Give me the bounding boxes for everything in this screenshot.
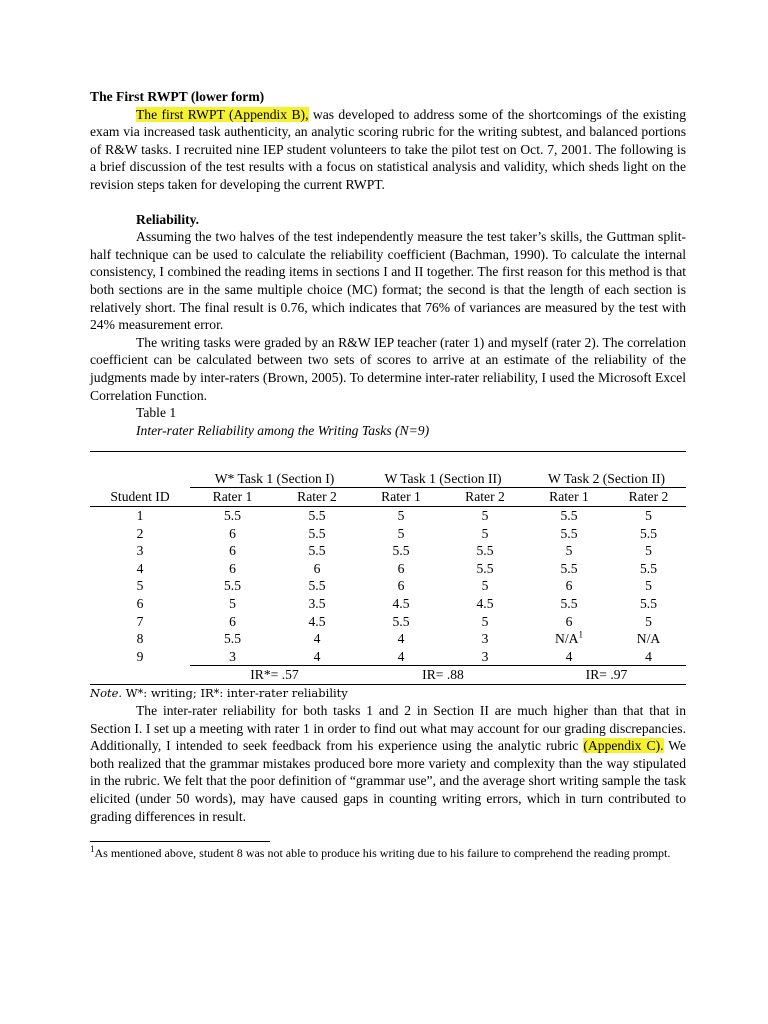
- cell: 6: [229, 543, 236, 559]
- cell: 4: [136, 560, 144, 576]
- cell: 1: [136, 508, 144, 524]
- rater-header: Rater 2: [611, 488, 686, 507]
- cell: 5.5: [308, 508, 326, 524]
- group-header: W* Task 1 (Section I): [190, 470, 359, 488]
- paragraph-raters: The writing tasks were graded by an R&W IEP teacher (rater 1) and myself (rater 2). The correlation coefficient can be calculated between two sets of scores to arrive at an estimate of the reliability of the judgments made by inter-raters (Brown, 2005). To determine inter-rater reliability, I used the Microsoft Excel Correlation Function.: [90, 334, 686, 403]
- cell: 4.5: [392, 596, 410, 612]
- table-row: [90, 630, 686, 648]
- cell: 5: [565, 543, 573, 559]
- cell: 6: [229, 560, 236, 576]
- cell: 6: [397, 560, 405, 576]
- cell: 6: [565, 578, 573, 594]
- group-header: W Task 1 (Section II): [359, 470, 527, 488]
- cell: 5.5: [308, 578, 326, 594]
- cell: 4: [313, 631, 321, 647]
- ir-value: IR= .97: [527, 666, 686, 685]
- table-row: [90, 560, 686, 578]
- table-group-header-row: [90, 470, 686, 488]
- cell: 5.5: [640, 525, 657, 541]
- group-header: W Task 2 (Section II): [527, 470, 686, 488]
- highlight-appendix-c: (Appendix C).: [583, 738, 664, 754]
- paragraph-intro: The first RWPT (Appendix B), was developed to address some of the shortcomings of the existing exam via increased task authenticity, an analytic scoring rubric for the writing subtest, and balanced portions of R&W tasks. I recruited nine IEP student volunteers to take the pilot test on Oct. 7, 2001. The following is a brief discussion of the test results with a focus on statistical analysis and validity, which sheds light on the revision steps taken for developing the current RWPT.: [90, 106, 686, 192]
- cell: 8: [136, 631, 144, 647]
- cell: 6: [229, 525, 236, 541]
- cell: 5: [229, 596, 236, 612]
- cell: 5.5: [392, 543, 410, 559]
- cell: 5.5: [560, 560, 578, 576]
- table-row: [90, 542, 686, 560]
- footnote: $^1$As mentioned above, student 8 was not able to produce his writing due to his failure to comprehend the reading prompt.: [90, 844, 671, 861]
- reliability-table: [90, 451, 686, 685]
- cell: 3: [481, 648, 489, 664]
- cell: 5.5: [308, 543, 326, 559]
- rater-header: Rater 1: [527, 488, 611, 507]
- cell: 5: [481, 613, 489, 629]
- cell: 5.5: [476, 543, 494, 559]
- document-page: [90, 88, 686, 862]
- cell: 5.5: [392, 613, 410, 629]
- table-caption: Inter-rater Reliability among the Writing Tasks (N=9): [136, 422, 430, 438]
- table-row: [90, 613, 686, 631]
- cell: 2: [136, 525, 144, 541]
- rater-header: Rater 1: [190, 488, 275, 507]
- cell: 5: [645, 613, 652, 629]
- cell: 4: [313, 648, 321, 664]
- table-label: Table 1: [136, 405, 177, 421]
- rater-header: Rater 2: [275, 488, 359, 507]
- section-title: The First RWPT (lower form): [90, 89, 265, 104]
- cell: 5.5: [560, 525, 578, 541]
- cell: 6: [229, 613, 236, 629]
- footnote-ref: 1: [578, 629, 583, 640]
- cell: 5.5: [560, 596, 578, 612]
- cell: 7: [136, 613, 144, 629]
- cell: 4: [645, 648, 652, 664]
- cell: 5: [481, 525, 489, 541]
- cell: 5.5: [640, 560, 657, 576]
- cell: [527, 630, 611, 648]
- cell: 5: [136, 578, 144, 594]
- ir-value: IR= .88: [359, 666, 527, 685]
- cell: 5.5: [224, 578, 241, 594]
- cell: 5: [645, 543, 652, 559]
- cell: 4: [565, 648, 573, 664]
- highlight-appendix-b: The first RWPT (Appendix B),: [136, 106, 309, 122]
- cell: 6: [565, 613, 573, 629]
- reliability-heading: Reliability.: [136, 211, 200, 227]
- rater-header: Rater 2: [443, 488, 527, 507]
- cell: 5: [481, 508, 489, 524]
- table-row: [90, 648, 686, 666]
- cell: 5: [645, 508, 652, 524]
- cell: N/A: [636, 631, 661, 647]
- rater-header: Rater 1: [359, 488, 443, 507]
- cell: 5: [397, 525, 405, 541]
- cell: 5: [397, 508, 405, 524]
- cell: 3: [481, 631, 489, 647]
- cell: 5.5: [560, 508, 578, 524]
- table-note: Note. W*: writing; IR*: inter-rater reliability: [90, 686, 348, 700]
- footnote-divider: [90, 841, 270, 842]
- table-row: [90, 507, 686, 525]
- table-row: [90, 577, 686, 595]
- ir-row: [90, 666, 686, 685]
- cell: 6: [397, 578, 405, 594]
- cell: 4: [397, 648, 405, 664]
- paragraph-discussion: The inter-rater reliability for both tasks 1 and 2 in Section II are much higher than that that in Section I. I set up a meeting with rater 1 in order to find out what may account for our grading discrepancies. Additionally, I intended to seek feedback from his experience using the analytic rubric (Appendix C). We both realized that the grammar mistakes produced bore more variety and complexity than the way stipulated in the rubric. We felt that the poor definition of “grammar use”, and the average short writing sample the task elicited (under 50 words), may have caused gaps in counting writing errors, which in turn contributed to grading differences in result.: [90, 703, 686, 824]
- cell: 5: [481, 578, 489, 594]
- cell: 9: [136, 649, 144, 665]
- cell: 5.5: [640, 596, 657, 612]
- cell: 3: [229, 648, 236, 664]
- cell: 5.5: [224, 631, 241, 647]
- cell: 4.5: [308, 613, 326, 629]
- cell: 4.5: [476, 596, 494, 612]
- table-row: [90, 595, 686, 613]
- ir-value: IR*= .57: [190, 666, 359, 685]
- cell: 6: [136, 596, 144, 612]
- cell: 3.5: [308, 596, 326, 612]
- cell: 5.5: [308, 525, 326, 541]
- cell-value: N/A: [555, 631, 579, 647]
- student-id-header: Student ID: [90, 488, 190, 507]
- paragraph-reliability: Assuming the two halves of the test independently measure the test taker’s skills, the Guttman split-half technique can be used to calculate the reliability coefficient (Bachman, 1990). To calculate the internal consistency, I combined the reading items in sections I and II together. The first reason for this method is that both sections are in the same multiple choice (MC) format; the second is that the length of each section is relatively short. The final result is 0.76, which indicates that 76% of variances are measured by the test with 24% measurement error.: [90, 229, 686, 333]
- cell: 6: [313, 560, 321, 576]
- table-rater-header-row: [90, 488, 686, 507]
- cell: 4: [397, 631, 405, 647]
- cell: 3: [136, 543, 144, 559]
- cell: 5: [645, 578, 652, 594]
- cell: 5.5: [224, 508, 241, 524]
- table-row: [90, 525, 686, 543]
- cell: 5.5: [476, 560, 494, 576]
